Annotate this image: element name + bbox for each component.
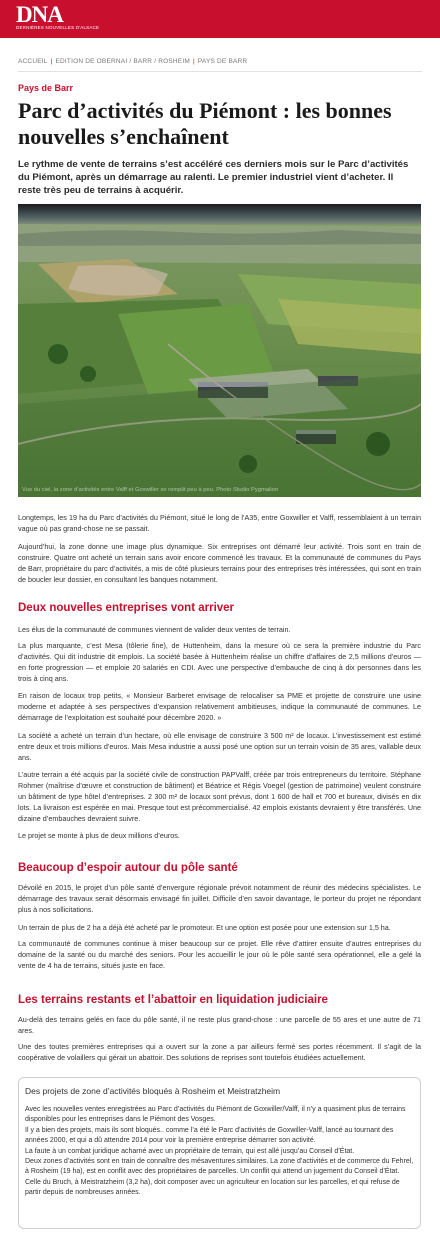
paragraph-s1-3: En raison de locaux trop petits, « Monsieur Barberet envisage de relocaliser sa PME et projette de construire une usine moderne et adaptée à ses perspectives d’expansion relativement ambitieuses, indique la communauté de communes. Le démarrage de l’exploitation est souhaité pour décembre 2020. » — [18, 691, 421, 722]
paragraph-s2-1: Dévoilé en 2015, le projet d’un pôle santé d’envergure régionale prévoit notamment de réunir des médecins spécialistes. Le démarrage des travaux serait désormais envisagé fin juillet. Difficile d’en savoir davantage, le porteur du projet ne répondant plus à nos sollicitations. — [18, 883, 421, 914]
paragraph-s1-6: Le projet se monte à plus de deux millions d’euros. — [18, 831, 180, 840]
breadcrumb-edition[interactable]: EDITION DE OBERNAI / BARR / ROSHEIM — [55, 58, 190, 65]
box-body — [25, 1105, 415, 1199]
paragraph-s2-3: La communauté de communes continue à miser beaucoup sur ce projet. Elle rêve d’attirer ensuite d’autres entreprises du domaine de la santé ou du marché des seniors. Pour les accueillir le jour où le pôle santé sera opérationnel, elle a gelé la vente de 4 ha de terrains, situés juste en face. — [18, 939, 421, 970]
section-heading-new-companies: Deux nouvelles entreprises vont arriver — [18, 602, 235, 614]
breadcrumb-divider — [18, 71, 422, 72]
intro-paragraph-2: Aujourd’hui, la zone donne une image plus dynamique. Six entreprises ont démarré leur activité. Trois sont en train de construire. Quatre ont acheté un terrain sans avoir encore commencé les travaux. Et la communauté de communes du Pays de Barr, propriétaire du parc d’activités, a mis de côté plusieurs terrains pour des entreprises très intéressées, qui sont en train de boucler leur dossier, en consultant les banques notamment. — [18, 542, 421, 584]
box-paragraph-4: Deux zones d’activités sont en train de connaître des mésaventures similaires. La zone d’activités et de commerce du Fehrel, à Rosheim (19 ha), est en conflit avec des propriétaires de parcelles. Un conflit qui attend un jugement du Conseil d’État. — [25, 1158, 414, 1176]
article-rubric[interactable]: Pays de Barr — [18, 83, 74, 93]
site-header — [0, 0, 440, 38]
box-title: Des projets de zone d’activités bloqués à Rosheim et Meistratzheim — [25, 1086, 281, 1096]
paragraph-s2-2: Un terrain de plus de 2 ha a déjà été acheté par le promoteur. Et une option est posée pour une extension sur 1,5 ha. — [18, 923, 391, 932]
paragraph-s3-2: Une des toutes premières entreprises qui a ouvert sur la zone a par ailleurs fermé ses portes récemment. Il s’agit de la coopérative de volaillers qui gérait un abattoir. Des solutions de reprises sont toutefois étudiées actuellement. — [18, 1042, 421, 1062]
box-paragraph-5: Celle du Bruch, à Meistratzheim (3,2 ha), doit composer avec un agriculteur en location sur les parcelles, et qui refuse de partir depuis de nombreuses années. — [25, 1178, 400, 1197]
paragraph-s1-1: Les élus de la communauté de communes viennent de valider deux ventes de terrain. — [18, 625, 291, 634]
section-heading-remaining-plots: Les terrains restants et l’abattoir en liquidation judiciaire — [18, 994, 328, 1006]
article-title: Parc d’activités du Piémont : les bonnes nouvelles s’enchaînent — [18, 98, 392, 149]
box-paragraph-1: Avec les nouvelles ventes enregistrées au Parc d’activités du Piémont de Goxwiller/Valff, il n’y a quasiment plus de terrains disponibles pour les entreprises dans le Piémont des Vosges. — [25, 1106, 406, 1124]
intro-paragraph-1: Longtemps, les 19 ha du Parc d’activités du Piémont, situé le long de l’A35, entre Goxwiller et Valff, ressemblaient à un terrain vague où pas grand-chose ne se passait. — [18, 513, 421, 533]
paragraph-s1-2: La plus marquante, c’est Mesa (tôlerie fine), de Huttenheim, dans la mesure où ce sera la première industrie du Parc d’activités. Qui dit industrie dit emplois. La société basée à Huttenheim réalise un chiffre d’affaires de 2,5 millions d’euros — en forte progression — et emploie 20 salariés en CDI. Avec une perspective d’embauche de cinq à dix personnes dans les trois à cinq ans. — [18, 641, 421, 683]
box-paragraph-3: La faute à un combat juridique acharné avec un propriétaire de terrain, qui est allé jusqu’au Conseil d’État. — [25, 1147, 355, 1155]
breadcrumb-section[interactable]: PAYS DE BARR — [197, 58, 248, 65]
paragraph-s3-1: Au-delà des terrains gelés en face du pôle santé, il ne reste plus grand-chose : une parcelle de 55 ares et une autre de 71 ares. — [18, 1015, 421, 1035]
logo-tagline: DERNIÈRES NOUVELLES D'ALSACE — [16, 25, 100, 30]
box-paragraph-2: Il y a bien des projets, mais ils sont bloqués.. comme l’a été le Parc d’activités de Goxwiller-Valff, lancé au tournant des années 2000, et qui a dû attendre 2014 pour voir la première entreprise démarrer son activité. — [25, 1126, 394, 1145]
article-lead: Le rythme de vente de terrains s’est accéléré ces derniers mois sur le Parc d’activités du Piémont, après un démarrage au ralenti. Le premier industriel vient d’acheter. Il reste très peu de terrains à acquérir. — [18, 159, 409, 196]
dna-logo[interactable] — [16, 2, 100, 32]
related-info-box — [18, 1077, 421, 1229]
paragraph-s1-5: L’autre terrain a été acquis par la société civile de construction PAPValff, créée par trois entrepreneurs du territoire. Stéphane Rohmer (maîtrise d’œuvre et construction de bâtiment) et Béatrice et Régis Voegel (gestion de patrimoine) veulent construire un bâtiment de type hôtel d’entreprises. 2 300 m² de locaux sont prévus, dont 1 600 de hall et 700 et bureaux, divisés en dix lots. La livraison est espérée en mai. Presque tout est précommercialisé. 42 emplois existants devraient y être transférés. Une dizaine d’embauches devraient suivre. — [18, 770, 421, 823]
breadcrumb-home[interactable]: ACCUEIL — [18, 58, 48, 65]
paragraph-s1-4: La société a acheté un terrain d’un hectare, où elle envisage de construire 3 500 m² de locaux. L’investissement est estimé entre deux et trois millions d’euros. Mais Mesa industrie a aussi posé une option sur un terrain voisin de 35 ares, vallable deux ans. — [18, 731, 421, 762]
photo-caption: Vue du ciel, la zone d’activités entre Valff et Goxwiller se remplit peu à peu. Photo Studio Pygmalion — [22, 487, 279, 493]
aerial-view-image — [18, 204, 421, 497]
article-photo[interactable] — [18, 204, 421, 497]
logo-wordmark: DNA — [16, 2, 63, 27]
section-heading-health-hub: Beaucoup d’espoir autour du pôle santé — [18, 862, 238, 874]
breadcrumb: ACCUEIL | EDITION DE OBERNAI / BARR / ROSHEIM | PAYS DE BARR — [18, 58, 248, 65]
